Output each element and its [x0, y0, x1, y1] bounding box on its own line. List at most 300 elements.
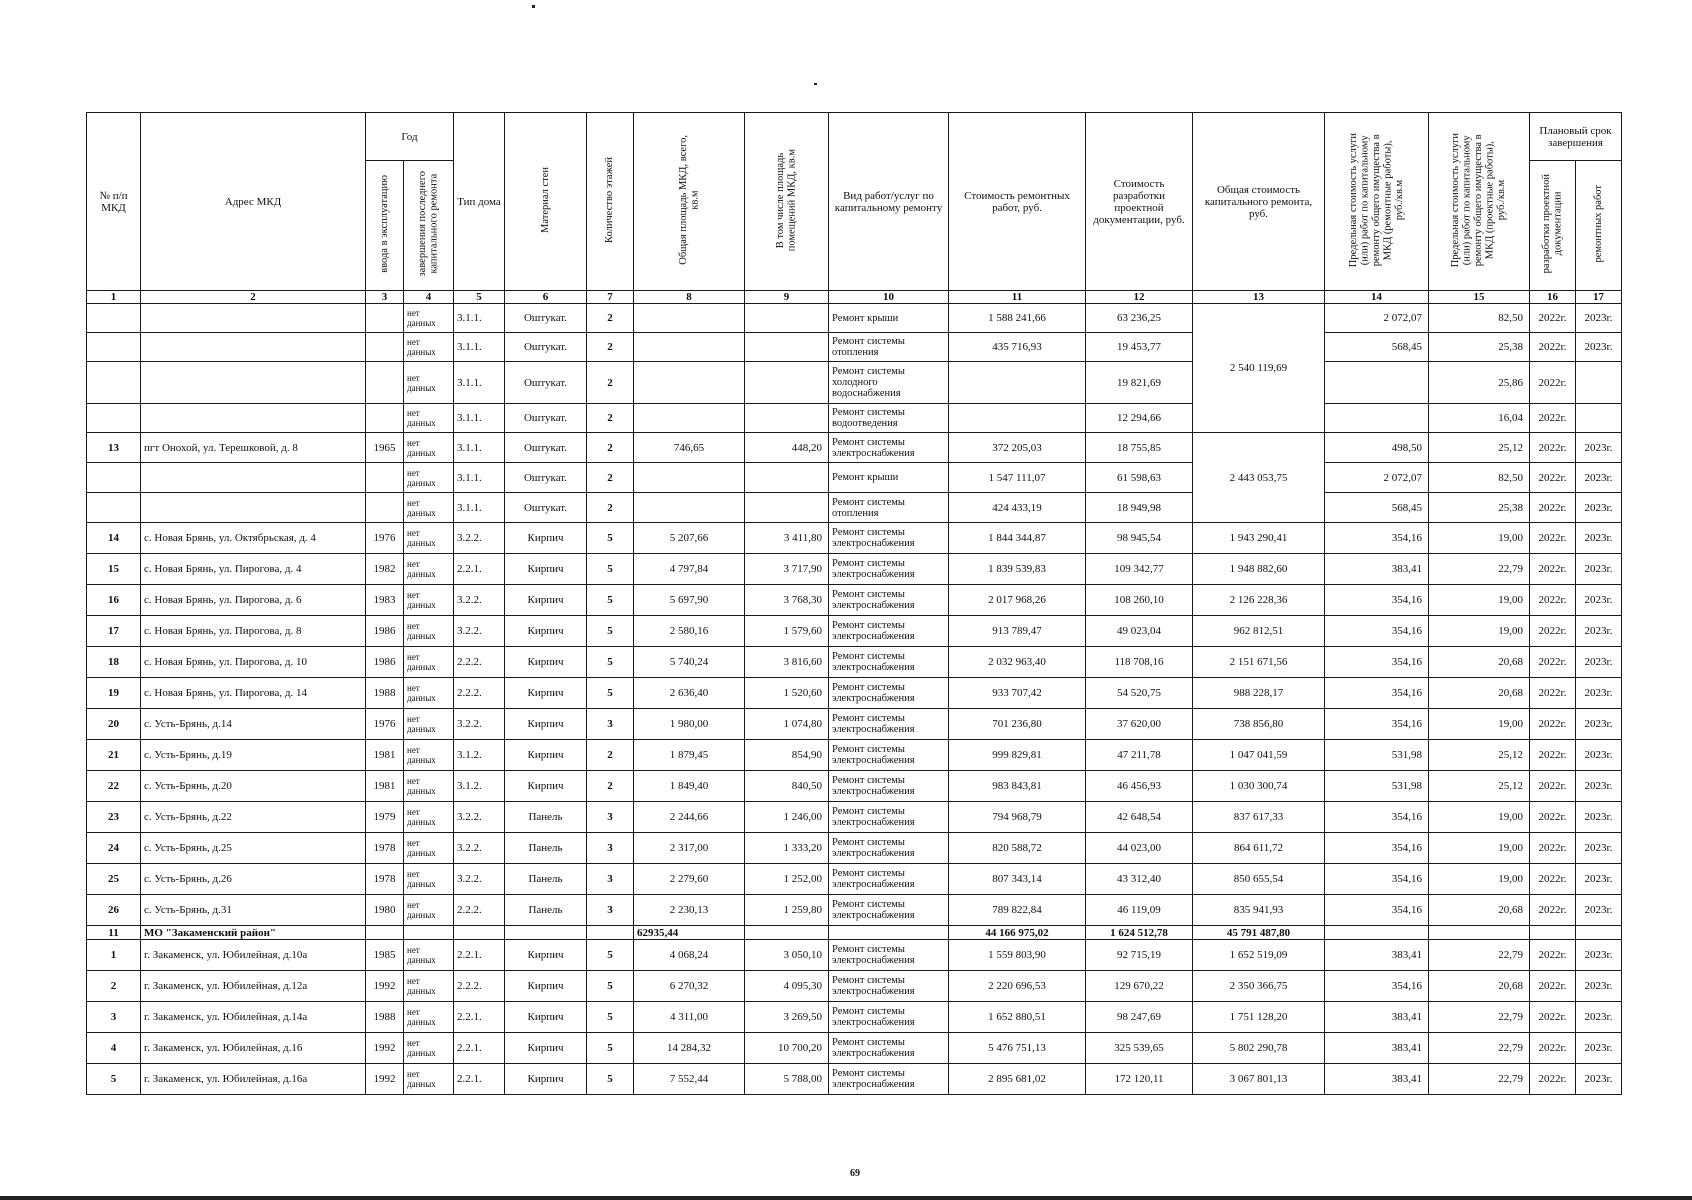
row-deadline-design: 2022г.: [1530, 493, 1576, 523]
row-house-type: 3.1.1.: [454, 404, 505, 433]
row-total-cost: 962 812,51: [1193, 616, 1325, 647]
row-design-cost: 46 119,09: [1086, 895, 1193, 926]
row-work-type: [829, 333, 949, 362]
row-work-type-text: Ремонт системы электроснабжения: [832, 944, 915, 966]
row-total-area: 1 879,45: [634, 740, 745, 771]
row-limit-design: 22,79: [1429, 1064, 1530, 1095]
header-floors-text: Количество этажей: [604, 157, 616, 243]
row-total-area: 2 279,60: [634, 864, 745, 895]
row-total-area: 7 552,44: [634, 1064, 745, 1095]
row-year-last-repair: [404, 940, 454, 971]
row-year-last-repair: [404, 864, 454, 895]
row-design-cost: 18 949,98: [1086, 493, 1193, 523]
row-wall-material: Кирпич: [505, 771, 587, 802]
row-house-type: 2.2.1.: [454, 1002, 505, 1033]
header-total-area: [634, 113, 745, 291]
header-total-cost: Общая стоимость капитального ремонта, руб.: [1193, 113, 1325, 291]
row-work-type-text: Ремонт системы электроснабжения: [832, 868, 915, 890]
row-repair-cost: 1 547 111,07: [949, 463, 1086, 493]
table-row: [87, 616, 1622, 647]
row-year-commission: 1980: [366, 895, 404, 926]
row-year-last-repair-text: нет данных: [407, 590, 436, 610]
row-design-cost: 54 520,75: [1086, 678, 1193, 709]
row-deadline-design: 2022г.: [1530, 1064, 1576, 1095]
table-row: [87, 433, 1622, 463]
row-premises-area: 3 269,50: [745, 1002, 829, 1033]
row-total-area: 4 311,00: [634, 1002, 745, 1033]
row-repair-cost: 794 968,79: [949, 802, 1086, 833]
header-deadline-group: Плановый срок завершения: [1530, 113, 1622, 161]
row-total-area: 6 270,32: [634, 971, 745, 1002]
row-deadline-repair: 2023г.: [1576, 895, 1622, 926]
row-limit-repair: 568,45: [1325, 333, 1429, 362]
row-year-commission: [366, 333, 404, 362]
row-year-last-repair-text: нет данных: [407, 621, 436, 641]
row-number: 20: [87, 709, 141, 740]
row-limit-design: 22,79: [1429, 1002, 1530, 1033]
table-row: [87, 523, 1622, 554]
row-address: с. Новая Брянь, ул. Пирогова, д. 4: [141, 554, 366, 585]
row-deadline-repair: 2023г.: [1576, 493, 1622, 523]
row-number: 2: [87, 971, 141, 1002]
row-limit-design: 82,50: [1429, 304, 1530, 333]
row-total-area: [634, 304, 745, 333]
row-work-type: [829, 433, 949, 463]
row-house-type: 3.1.2.: [454, 771, 505, 802]
row-year-last-repair-text: нет данных: [407, 308, 436, 328]
column-number: 3: [366, 291, 404, 304]
row-deadline-repair: [1576, 362, 1622, 404]
row-design-cost: 37 620,00: [1086, 709, 1193, 740]
row-total-area: [634, 404, 745, 433]
row-house-type: 2.2.2.: [454, 895, 505, 926]
row-total-area: 746,65: [634, 433, 745, 463]
table-row: [87, 304, 1622, 333]
row-premises-area: 4 095,30: [745, 971, 829, 1002]
row-repair-cost: 1 844 344,87: [949, 523, 1086, 554]
header-premises-area-text: В том числе площадь помещений МКД, кв.м: [775, 148, 798, 252]
row-repair-cost: 1 588 241,66: [949, 304, 1086, 333]
section-name: МО "Закаменский район": [141, 926, 366, 940]
row-floors: 3: [587, 709, 634, 740]
row-work-type-text: Ремонт системы электроснабжения: [832, 1037, 915, 1059]
row-year-last-repair-text: нет данных: [407, 1007, 436, 1027]
row-premises-area: 448,20: [745, 433, 829, 463]
row-total-cost: 2 126 228,36: [1193, 585, 1325, 616]
row-year-last-repair: [404, 895, 454, 926]
row-floors: 3: [587, 864, 634, 895]
header-limit-repair: [1325, 113, 1429, 291]
row-work-type-text: Ремонт системы электроснабжения: [832, 837, 915, 859]
row-repair-cost: 2 220 696,53: [949, 971, 1086, 1002]
row-work-type-text: Ремонт системы электроснабжения: [832, 651, 915, 673]
row-address: с. Новая Брянь, ул. Пирогова, д. 14: [141, 678, 366, 709]
row-deadline-repair: 2023г.: [1576, 1002, 1622, 1033]
row-deadline-repair: 2023г.: [1576, 771, 1622, 802]
column-number: 9: [745, 291, 829, 304]
row-premises-area: 1 520,60: [745, 678, 829, 709]
row-number: 21: [87, 740, 141, 771]
row-wall-material: Кирпич: [505, 616, 587, 647]
row-address: пгт Онохой, ул. Терешковой, д. 8: [141, 433, 366, 463]
scan-mark-top: [532, 5, 535, 8]
row-design-cost: 42 648,54: [1086, 802, 1193, 833]
column-number: 1: [87, 291, 141, 304]
row-floors: 5: [587, 971, 634, 1002]
table-row: [87, 554, 1622, 585]
row-repair-cost: 807 343,14: [949, 864, 1086, 895]
row-wall-material: Оштукат.: [505, 304, 587, 333]
row-year-commission: 1965: [366, 433, 404, 463]
row-total-area: 5 697,90: [634, 585, 745, 616]
table-row: [87, 940, 1622, 971]
row-premises-area: 10 700,20: [745, 1033, 829, 1064]
row-premises-area: 1 333,20: [745, 833, 829, 864]
row-address: с. Новая Брянь, ул. Пирогова, д. 6: [141, 585, 366, 616]
column-number: 7: [587, 291, 634, 304]
row-total-cost: 1 751 128,20: [1193, 1002, 1325, 1033]
row-number: 16: [87, 585, 141, 616]
row-address: с. Новая Брянь, ул. Пирогова, д. 8: [141, 616, 366, 647]
row-address: с. Усть-Брянь, д.19: [141, 740, 366, 771]
section-total-area: 62935,44: [634, 926, 745, 940]
row-design-cost: 108 260,10: [1086, 585, 1193, 616]
row-work-type: [829, 1064, 949, 1095]
row-limit-repair: 354,16: [1325, 709, 1429, 740]
row-year-last-repair-text: нет данных: [407, 683, 436, 703]
row-deadline-repair: 2023г.: [1576, 647, 1622, 678]
row-limit-repair: 354,16: [1325, 616, 1429, 647]
row-deadline-repair: [1576, 404, 1622, 433]
row-design-cost: 98 945,54: [1086, 523, 1193, 554]
row-floors: 5: [587, 647, 634, 678]
header-wall-material: [505, 113, 587, 291]
row-year-last-repair-text: нет данных: [407, 1038, 436, 1058]
row-deadline-design: 2022г.: [1530, 554, 1576, 585]
section-empty-cell: [1429, 926, 1530, 940]
row-deadline-design: 2022г.: [1530, 864, 1576, 895]
row-total-area: 5 207,66: [634, 523, 745, 554]
row-floors: 3: [587, 802, 634, 833]
row-address: с. Усть-Брянь, д.22: [141, 802, 366, 833]
row-deadline-design: 2022г.: [1530, 616, 1576, 647]
row-limit-design: 20,68: [1429, 678, 1530, 709]
row-premises-area: 840,50: [745, 771, 829, 802]
row-deadline-design: 2022г.: [1530, 362, 1576, 404]
row-year-commission: [366, 493, 404, 523]
row-floors: 5: [587, 523, 634, 554]
row-total-cost: 1 948 882,60: [1193, 554, 1325, 585]
table-row: [87, 971, 1622, 1002]
row-number: 19: [87, 678, 141, 709]
row-year-last-repair-text: нет данных: [407, 745, 436, 765]
row-year-last-repair-text: нет данных: [407, 1069, 436, 1089]
row-premises-area: 1 252,00: [745, 864, 829, 895]
row-number: 17: [87, 616, 141, 647]
row-floors: 5: [587, 1002, 634, 1033]
row-deadline-repair: 2023г.: [1576, 1064, 1622, 1095]
row-repair-cost: 2 895 681,02: [949, 1064, 1086, 1095]
row-deadline-design: 2022г.: [1530, 709, 1576, 740]
row-premises-area: [745, 463, 829, 493]
row-deadline-repair: 2023г.: [1576, 585, 1622, 616]
section-number: 11: [87, 926, 141, 940]
column-number: 8: [634, 291, 745, 304]
header-limit-design: [1429, 113, 1530, 291]
row-number: [87, 304, 141, 333]
header-year-commission-text: ввода в эксплуатацию: [378, 175, 390, 273]
table-row: [87, 333, 1622, 362]
section-empty-cell: [404, 926, 454, 940]
row-premises-area: 1 579,60: [745, 616, 829, 647]
row-address: г. Закаменск, ул. Юбилейная, д.12а: [141, 971, 366, 1002]
row-premises-area: 3 717,90: [745, 554, 829, 585]
row-year-commission: 1983: [366, 585, 404, 616]
row-floors: 2: [587, 333, 634, 362]
row-deadline-repair: 2023г.: [1576, 304, 1622, 333]
row-limit-repair: 568,45: [1325, 493, 1429, 523]
row-floors: 5: [587, 1064, 634, 1095]
table-row: [87, 864, 1622, 895]
row-address: с. Усть-Брянь, д.26: [141, 864, 366, 895]
row-total-cost: 5 802 290,78: [1193, 1033, 1325, 1064]
row-premises-area: 3 411,80: [745, 523, 829, 554]
row-year-last-repair: [404, 304, 454, 333]
row-limit-repair: 383,41: [1325, 940, 1429, 971]
page-number: 69: [850, 1168, 860, 1179]
row-deadline-repair: 2023г.: [1576, 463, 1622, 493]
row-year-commission: [366, 304, 404, 333]
row-deadline-design: 2022г.: [1530, 463, 1576, 493]
row-address: с. Новая Брянь, ул. Пирогова, д. 10: [141, 647, 366, 678]
row-limit-design: 19,00: [1429, 709, 1530, 740]
header-limit-repair-text: Предельная стоимость услуги (или) работ по капитальному ремонту общего имущества в МКД (ремонтные работы), руб./кв.м: [1347, 132, 1405, 268]
row-number: [87, 404, 141, 433]
row-limit-design: 19,00: [1429, 616, 1530, 647]
row-house-type: 3.1.1.: [454, 333, 505, 362]
row-floors: 3: [587, 833, 634, 864]
row-floors: 5: [587, 554, 634, 585]
row-deadline-repair: 2023г.: [1576, 971, 1622, 1002]
row-total-cost: 1 030 300,74: [1193, 771, 1325, 802]
row-year-commission: [366, 463, 404, 493]
row-repair-cost: 1 839 539,83: [949, 554, 1086, 585]
row-design-cost: 61 598,63: [1086, 463, 1193, 493]
header-year-last-repair-text: завершения последнего капитального ремонта: [417, 171, 440, 277]
row-design-cost: 47 211,78: [1086, 740, 1193, 771]
row-year-commission: 1981: [366, 771, 404, 802]
row-deadline-design: 2022г.: [1530, 940, 1576, 971]
row-year-last-repair: [404, 971, 454, 1002]
row-year-commission: 1978: [366, 833, 404, 864]
row-house-type: 2.2.1.: [454, 1064, 505, 1095]
row-limit-repair: 354,16: [1325, 802, 1429, 833]
row-number: 18: [87, 647, 141, 678]
row-total-cost: 3 067 801,13: [1193, 1064, 1325, 1095]
row-deadline-design: 2022г.: [1530, 585, 1576, 616]
row-house-type: 2.2.2.: [454, 678, 505, 709]
row-work-type-text: Ремонт системы электроснабжения: [832, 620, 915, 642]
row-floors: 5: [587, 616, 634, 647]
row-floors: 5: [587, 1033, 634, 1064]
row-limit-repair: 354,16: [1325, 895, 1429, 926]
row-address: [141, 463, 366, 493]
header-year-commission: [366, 161, 404, 291]
row-limit-design: 25,12: [1429, 433, 1530, 463]
column-number: 5: [454, 291, 505, 304]
row-premises-area: 5 788,00: [745, 1064, 829, 1095]
row-limit-repair: 354,16: [1325, 523, 1429, 554]
row-year-last-repair-text: нет данных: [407, 559, 436, 579]
row-year-commission: 1986: [366, 647, 404, 678]
section-empty-cell: [745, 926, 829, 940]
row-year-last-repair: [404, 647, 454, 678]
table-row: [87, 678, 1622, 709]
row-work-type-text: Ремонт системы электроснабжения: [832, 1006, 915, 1028]
row-limit-repair: 354,16: [1325, 678, 1429, 709]
row-wall-material: Оштукат.: [505, 433, 587, 463]
row-number: [87, 493, 141, 523]
row-repair-cost: 1 652 880,51: [949, 1002, 1086, 1033]
row-year-last-repair-text: нет данных: [407, 807, 436, 827]
table-row: [87, 709, 1622, 740]
row-total-area: [634, 362, 745, 404]
row-design-cost: 325 539,65: [1086, 1033, 1193, 1064]
row-design-cost: 129 670,22: [1086, 971, 1193, 1002]
row-wall-material: Оштукат.: [505, 362, 587, 404]
row-floors: 5: [587, 678, 634, 709]
row-work-type-text: Ремонт системы электроснабжения: [832, 899, 915, 921]
row-year-last-repair: [404, 771, 454, 802]
row-repair-cost: [949, 404, 1086, 433]
row-limit-repair: 531,98: [1325, 740, 1429, 771]
scan-bottom-edge: [0, 1196, 1692, 1200]
row-limit-repair: 383,41: [1325, 1002, 1429, 1033]
row-work-type: [829, 585, 949, 616]
row-limit-design: 22,79: [1429, 1033, 1530, 1064]
row-house-type: 3.2.2.: [454, 802, 505, 833]
row-total-cost: 2 443 053,75: [1193, 433, 1325, 523]
table-row: [87, 585, 1622, 616]
row-work-type: [829, 304, 949, 333]
row-design-cost: 118 708,16: [1086, 647, 1193, 678]
row-house-type: 2.2.1.: [454, 940, 505, 971]
row-total-cost: 2 350 366,75: [1193, 971, 1325, 1002]
row-repair-cost: 933 707,42: [949, 678, 1086, 709]
row-deadline-design: 2022г.: [1530, 833, 1576, 864]
row-design-cost: 19 453,77: [1086, 333, 1193, 362]
column-number: 12: [1086, 291, 1193, 304]
row-limit-repair: [1325, 362, 1429, 404]
row-house-type: 3.2.2.: [454, 709, 505, 740]
section-repair-cost: 44 166 975,02: [949, 926, 1086, 940]
row-total-area: 2 580,16: [634, 616, 745, 647]
row-work-type: [829, 1033, 949, 1064]
row-work-type: [829, 463, 949, 493]
row-year-commission: 1985: [366, 940, 404, 971]
row-deadline-repair: 2023г.: [1576, 433, 1622, 463]
row-total-cost: 2 540 119,69: [1193, 304, 1325, 433]
row-work-type: [829, 864, 949, 895]
row-premises-area: [745, 404, 829, 433]
row-house-type: 3.2.2.: [454, 616, 505, 647]
row-deadline-design: 2022г.: [1530, 647, 1576, 678]
header-num: № п/п МКД: [87, 113, 141, 291]
row-limit-design: 19,00: [1429, 833, 1530, 864]
section-total-cost: 45 791 487,80: [1193, 926, 1325, 940]
row-year-commission: 1976: [366, 523, 404, 554]
row-wall-material: Кирпич: [505, 940, 587, 971]
row-work-type: [829, 740, 949, 771]
row-limit-repair: 354,16: [1325, 585, 1429, 616]
column-number: 10: [829, 291, 949, 304]
row-floors: 2: [587, 433, 634, 463]
column-number: 2: [141, 291, 366, 304]
row-wall-material: Кирпич: [505, 1002, 587, 1033]
row-deadline-repair: 2023г.: [1576, 523, 1622, 554]
row-deadline-design: 2022г.: [1530, 433, 1576, 463]
row-year-last-repair: [404, 740, 454, 771]
row-year-commission: 1992: [366, 971, 404, 1002]
header-design-cost: Стоимость разработки проектной документации, руб.: [1086, 113, 1193, 291]
header-deadline-design: [1530, 161, 1576, 291]
row-work-type: [829, 940, 949, 971]
row-limit-repair: 383,41: [1325, 1033, 1429, 1064]
row-number: 13: [87, 433, 141, 463]
row-address: г. Закаменск, ул. Юбилейная, д.16: [141, 1033, 366, 1064]
row-premises-area: 1 246,00: [745, 802, 829, 833]
row-total-area: 2 317,00: [634, 833, 745, 864]
row-year-last-repair-text: нет данных: [407, 467, 436, 488]
row-repair-cost: 983 843,81: [949, 771, 1086, 802]
row-floors: 5: [587, 585, 634, 616]
row-deadline-design: 2022г.: [1530, 971, 1576, 1002]
row-work-type-text: Ремонт системы электроснабжения: [832, 436, 915, 459]
row-deadline-repair: 2023г.: [1576, 864, 1622, 895]
row-work-type-text: Ремонт системы электроснабжения: [832, 975, 915, 997]
row-number: 1: [87, 940, 141, 971]
row-year-commission: [366, 404, 404, 433]
row-total-cost: 864 611,72: [1193, 833, 1325, 864]
row-work-type: [829, 895, 949, 926]
section-empty-cell: [1325, 926, 1429, 940]
row-design-cost: 98 247,69: [1086, 1002, 1193, 1033]
row-repair-cost: 2 032 963,40: [949, 647, 1086, 678]
row-repair-cost: 435 716,93: [949, 333, 1086, 362]
row-limit-repair: 2 072,07: [1325, 304, 1429, 333]
row-year-last-repair: [404, 463, 454, 493]
row-year-last-repair-text: нет данных: [407, 900, 436, 920]
row-total-area: 2 244,66: [634, 802, 745, 833]
header-limit-design-text: Предельная стоимость услуги (или) работ по капитальному ремонту общего имущества в МКД (проектные работы), руб./кв.м: [1450, 132, 1508, 268]
row-wall-material: Панель: [505, 802, 587, 833]
row-year-commission: 1986: [366, 616, 404, 647]
header-deadline-repair-text: ремонтных работ: [1592, 185, 1604, 263]
row-house-type: 3.2.2.: [454, 864, 505, 895]
row-wall-material: Кирпич: [505, 709, 587, 740]
table-body: [87, 113, 1622, 1095]
row-year-last-repair-text: нет данных: [407, 652, 436, 672]
column-number: 13: [1193, 291, 1325, 304]
section-design-cost: 1 624 512,78: [1086, 926, 1193, 940]
row-year-commission: 1988: [366, 678, 404, 709]
row-deadline-repair: 2023г.: [1576, 802, 1622, 833]
row-wall-material: Кирпич: [505, 971, 587, 1002]
table-row: [87, 1033, 1622, 1064]
row-house-type: 2.2.1.: [454, 554, 505, 585]
header-row-1: [87, 113, 1622, 161]
row-design-cost: 63 236,25: [1086, 304, 1193, 333]
